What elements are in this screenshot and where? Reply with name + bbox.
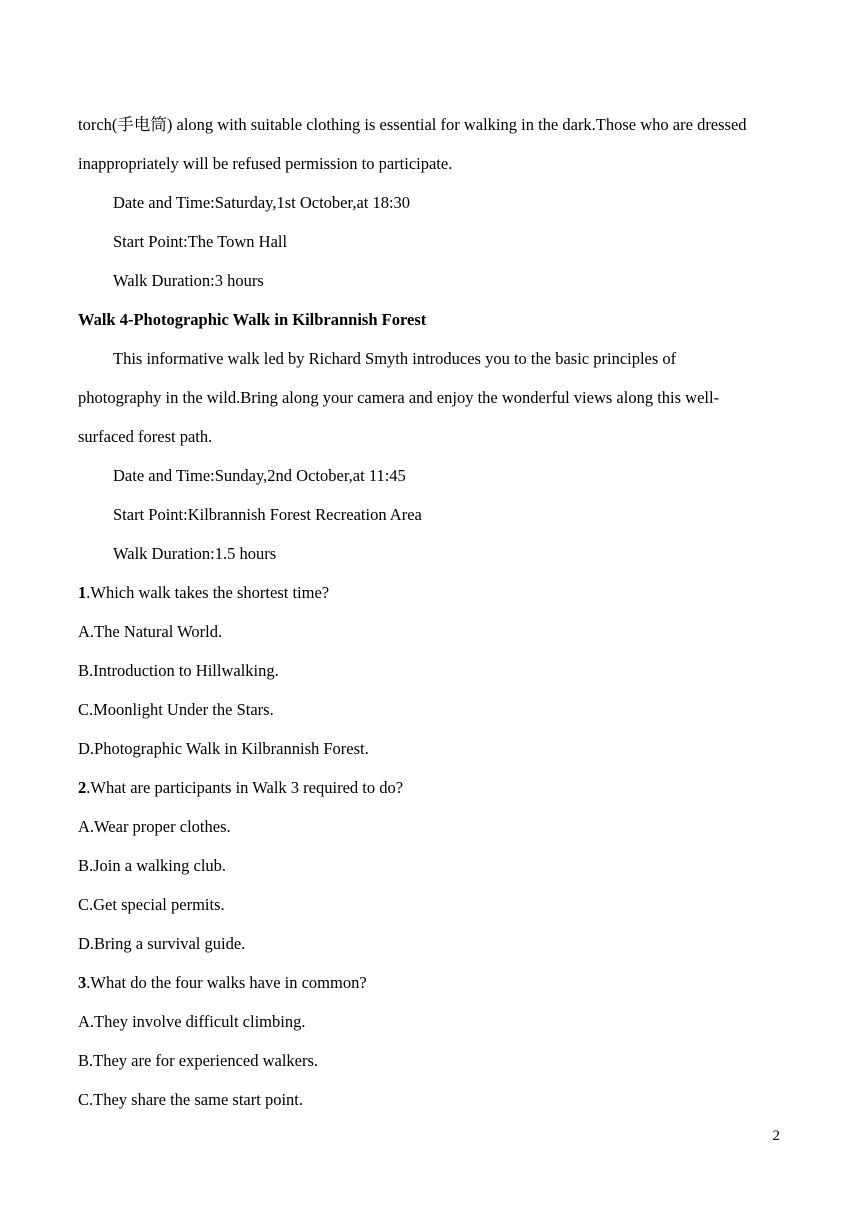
question-1-text: .Which walk takes the shortest time? [86,583,330,602]
question-2-stem [78,778,403,798]
question-1-option-a: A.The Natural World. [78,622,223,641]
question-3-option-a: A.They involve difficult climbing. [78,1012,306,1031]
question-3-text: .What do the four walks have in common? [86,973,367,992]
question-3-option-c: C.They share the same start point. [78,1090,303,1109]
question-1-stem [78,583,329,603]
walk4-start-point: Start Point:Kilbrannish Forest Recreation Area [113,505,422,524]
walk4-date-time: Date and Time:Sunday,2nd October,at 11:45 [113,466,406,485]
page-number: 2 [772,1128,780,1144]
question-1-option-b: B.Introduction to Hillwalking. [78,661,279,680]
question-2-option-b: B.Join a walking club. [78,856,227,875]
question-2-number: 2 [78,778,87,797]
question-3-option-b: B.They are for experienced walkers. [78,1051,319,1070]
walk4-text-line-2: photography in the wild.Bring along your camera and enjoy the wonderful views along this well- [78,388,720,407]
question-2-option-c: C.Get special permits. [78,895,225,914]
walk4-text-line-1: This informative walk led by Richard Smyth introduces you to the basic principles of [113,349,677,368]
walk3-text-line-2: inappropriately will be refused permission to participate. [78,154,453,173]
walk4-duration: Walk Duration:1.5 hours [113,544,277,563]
question-3-number: 3 [78,973,87,992]
question-2-option-d: D.Bring a survival guide. [78,934,246,953]
walk4-title: Walk 4-Photographic Walk in Kilbrannish Forest [78,310,427,329]
question-2-text: .What are participants in Walk 3 required to do? [86,778,404,797]
walk3-duration: Walk Duration:3 hours [113,271,264,290]
question-3-stem [78,973,367,993]
walk3-date-time: Date and Time:Saturday,1st October,at 18:30 [113,193,411,212]
question-1-option-d: D.Photographic Walk in Kilbrannish Forest. [78,739,369,758]
question-1-option-c: C.Moonlight Under the Stars. [78,700,274,719]
walk4-text-line-3: surfaced forest path. [78,427,213,446]
walk3-start-point: Start Point:The Town Hall [113,232,288,251]
question-1-number: 1 [78,583,87,602]
question-2-option-a: A.Wear proper clothes. [78,817,231,836]
walk3-text-line-1: torch(手电筒) along with suitable clothing is essential for walking in the dark.Those who are dressed [78,115,747,134]
